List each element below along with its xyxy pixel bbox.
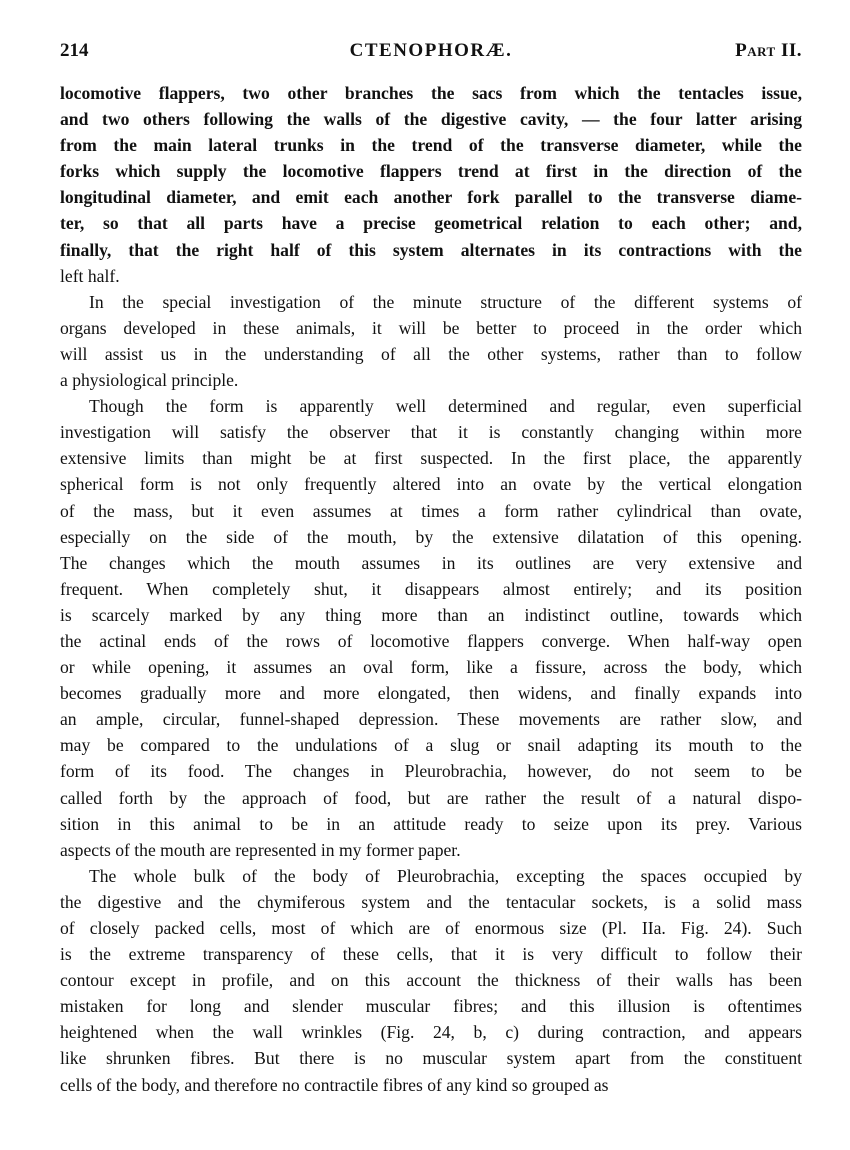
paragraph xyxy=(60,393,802,863)
text-line: left half. xyxy=(60,265,120,286)
text-line: mistaken for long and slender muscular fibres; and this illusion is oftentimes xyxy=(60,996,802,1017)
text-line: forks which supply the locomotive flappers trend at first in the direction of the xyxy=(60,161,802,182)
text-line: extensive limits than might be at first suspected. In the first place, the apparently xyxy=(60,448,802,469)
text-line: from the main lateral trunks in the trend of the transverse diameter, while the xyxy=(60,135,802,156)
text-line: the actinal ends of the rows of locomotive flappers converge. When half-way open xyxy=(60,630,802,651)
text-line: longitudinal diameter, and emit each another fork parallel to the transverse diame- xyxy=(60,187,802,208)
text-line: In the special investigation of the minute structure of the different systems of xyxy=(89,291,802,312)
running-header xyxy=(60,32,802,66)
body-text xyxy=(60,80,802,1098)
text-line: is scarcely marked by any thing more than an indistinct outline, towards which xyxy=(60,604,802,625)
text-line: sition in this animal to be in an attitude ready to seize upon its prey. Various xyxy=(60,813,802,834)
text-line: spherical form is not only frequently altered into an ovate by the vertical elongation xyxy=(60,474,802,495)
paragraph xyxy=(60,289,802,393)
text-line: Though the form is apparently well determined and regular, even superficial xyxy=(89,396,802,417)
text-line: and two others following the walls of the digestive cavity, — the four latter arising xyxy=(60,109,802,130)
text-line: may be compared to the undulations of a slug or snail adapting its mouth to the xyxy=(60,735,802,756)
text-line: or while opening, it assumes an oval form, like a fissure, across the body, which xyxy=(60,657,802,678)
text-line: heightened when the wall wrinkles (Fig. 24, b, c) during contraction, and appears xyxy=(60,1022,802,1043)
text-line: The changes which the mouth assumes in its outlines are very extensive and xyxy=(60,552,802,573)
text-line: an ample, circular, funnel-shaped depression. These movements are rather slow, and xyxy=(60,709,802,730)
text-line: becomes gradually more and more elongated, then widens, and finally expands into xyxy=(60,683,802,704)
part-label: Part II. xyxy=(735,40,802,61)
text-line: locomotive flappers, two other branches the sacs from which the tentacles issue, xyxy=(60,83,802,103)
paragraph xyxy=(60,80,802,289)
text-line: like shrunken fibres. But there is no muscular system apart from the constituent xyxy=(60,1048,802,1069)
text-line: aspects of the mouth are represented in my former paper. xyxy=(60,839,461,860)
text-line: especially on the side of the mouth, by the extensive dilatation of this opening. xyxy=(60,526,802,547)
document-page xyxy=(60,32,802,1098)
running-title: CTENOPHORÆ. xyxy=(349,40,513,61)
text-line: organs developed in these animals, it will be better to proceed in the order which xyxy=(60,317,802,338)
text-line: finally, that the right half of this system alternates in its contractions with the xyxy=(60,239,802,260)
text-line: a physiological principle. xyxy=(60,370,239,391)
paragraph xyxy=(60,863,802,1098)
text-line: the digestive and the chymiferous system and the tentacular sockets, is a solid mass xyxy=(60,891,802,912)
page-number: 214 xyxy=(60,40,89,61)
text-line: contour except in profile, and on this account the thickness of their walls has been xyxy=(60,970,802,991)
text-line: of closely packed cells, most of which are of enormous size (Pl. IIa. Fig. 24). Such xyxy=(60,918,802,938)
text-line: of the mass, but it even assumes at times a form rather cylindrical than ovate, xyxy=(60,500,802,521)
text-line: will assist us in the understanding of all the other systems, rather than to follow xyxy=(60,343,802,364)
text-line: The whole bulk of the body of Pleurobrachia, excepting the spaces occupied by xyxy=(89,865,802,886)
text-line: called forth by the approach of food, but are rather the result of a natural dispo- xyxy=(60,787,802,808)
text-line: frequent. When completely shut, it disappears almost entirely; and its position xyxy=(60,578,802,599)
text-line: investigation will satisfy the observer that it is constantly changing within more xyxy=(60,422,802,443)
text-line: is the extreme transparency of these cells, that it is very difficult to follow their xyxy=(60,944,802,965)
text-line: form of its food. The changes in Pleurobrachia, however, do not seem to be xyxy=(60,761,802,782)
text-line: cells of the body, and therefore no contractile fibres of any kind so grouped as xyxy=(60,1074,609,1095)
text-line: ter, so that all parts have a precise geometrical relation to each other; and, xyxy=(60,213,802,234)
